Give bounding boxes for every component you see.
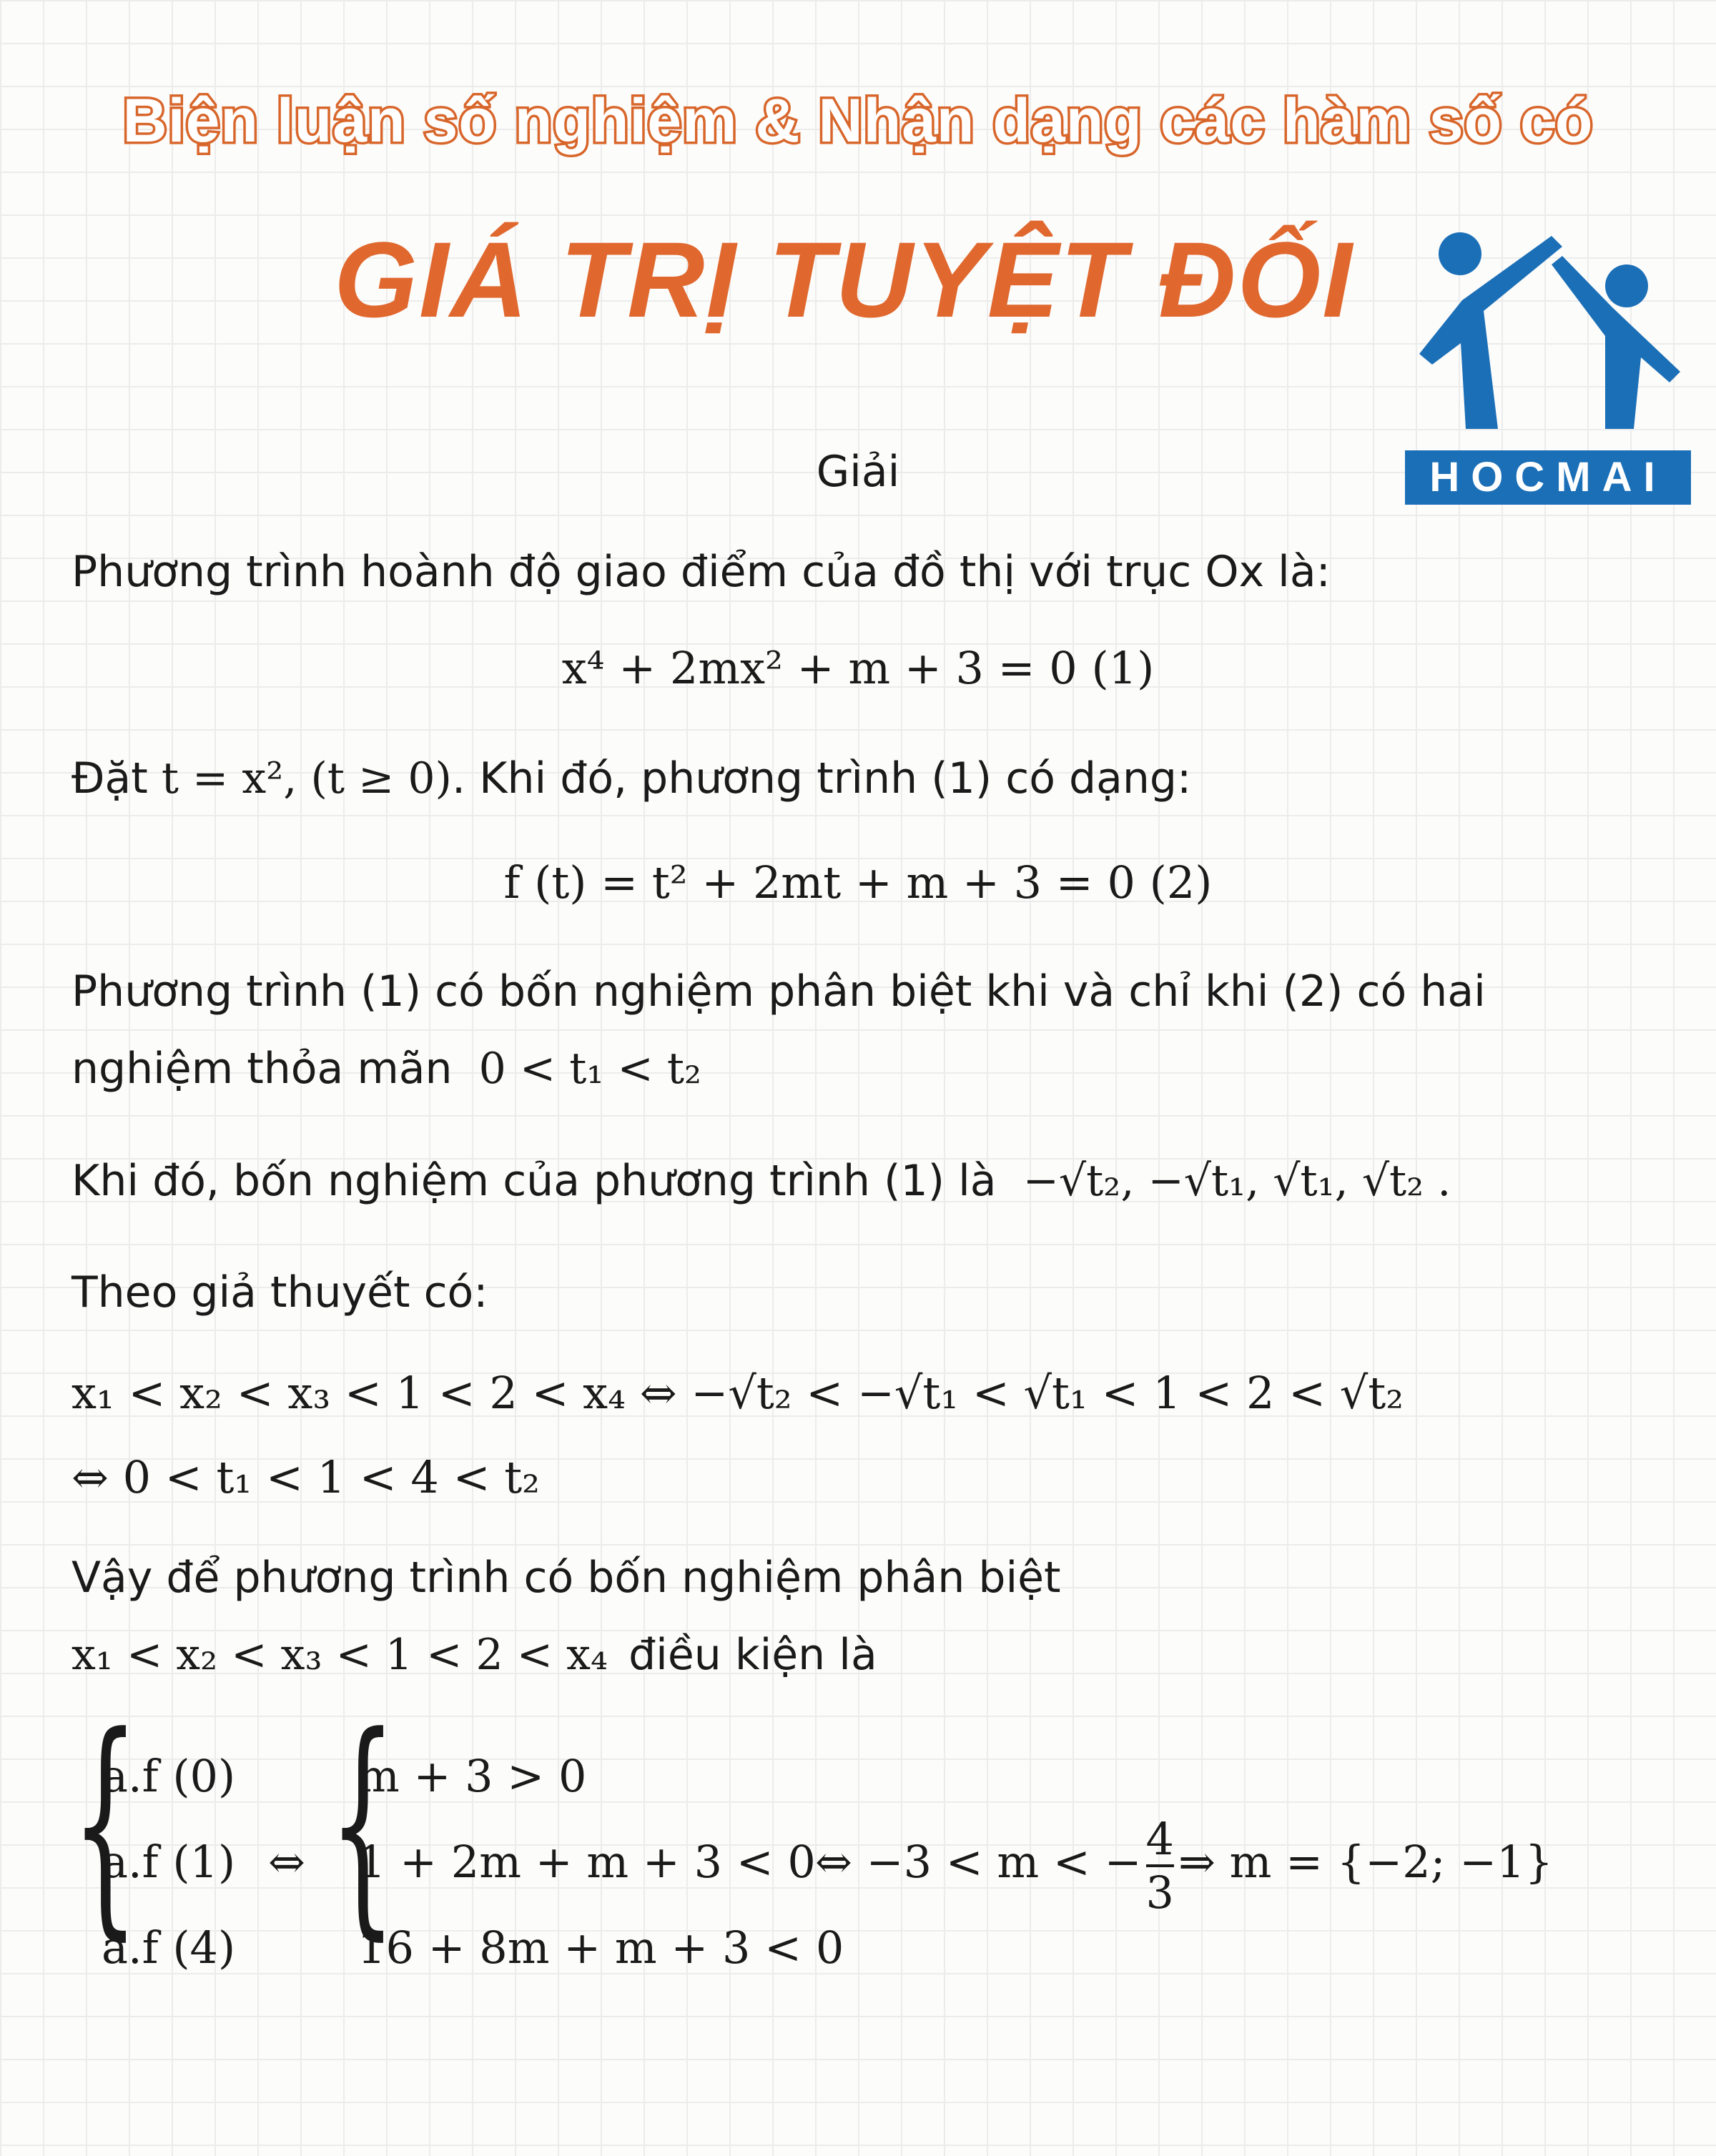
solution-heading: Giải: [816, 447, 900, 497]
equation-1: x⁴ + 2mx² + m + 3 = 0 (1): [561, 642, 1155, 694]
people-icon: [1398, 229, 1691, 450]
system-left-row: a.f (0): [102, 1750, 236, 1802]
four-roots-math: −√t₂, −√t₁, √t₁, √t₂ .: [1022, 1156, 1451, 1206]
roots-condition-label: nghiệm thỏa mãn: [72, 1044, 453, 1094]
equation-2: f (t) = t² + 2mt + m + 3 = 0 (2): [503, 856, 1213, 909]
system-right-row: 16 + 8m + m + 3 < 0: [358, 1922, 844, 1974]
inequality-chain-1: x₁ < x₂ < x₃ < 1 < 2 < x₄ ⇔ −√t₂ < −√t₁ < √t₁ < 1 < 2 < √t₂: [72, 1367, 1404, 1419]
system-right-row: m + 3 > 0: [358, 1750, 587, 1802]
hypothesis-text: Theo giả thuyết có:: [72, 1267, 488, 1317]
iff-symbol: ⇔: [268, 1836, 305, 1888]
right-brace: {: [329, 1686, 397, 1960]
conclusion-condition-label: điều kiện là: [628, 1630, 877, 1680]
substitution-line: [72, 753, 1191, 803]
system-left: [102, 1734, 235, 1991]
intersection-text: Phương trình hoành độ giao điểm của đồ thị với trục Ox là:: [72, 547, 1331, 597]
substitution-rest: . Khi đó, phương trình (1) có dạng:: [451, 753, 1192, 803]
system-left-row: a.f (4): [102, 1922, 236, 1974]
system-right: [358, 1734, 844, 1991]
title-line-2: GIÁ TRỊ TUYỆT ĐỐI: [334, 219, 1353, 340]
left-brace: {: [72, 1686, 139, 1960]
four-roots-condition: Phương trình (1) có bốn nghiệm phân biệt khi và chỉ khi (2) có hai: [72, 966, 1486, 1017]
fraction-numerator: 4: [1145, 1812, 1174, 1865]
fraction: [1146, 1814, 1174, 1919]
system-right-row: 1 + 2m + m + 3 < 0: [358, 1836, 816, 1888]
roots-condition-line: [72, 1044, 701, 1094]
logo-text: HOCMAI: [1405, 450, 1691, 505]
conclusion-text: Vậy để phương trình có bốn nghiệm phân biệt: [72, 1553, 1061, 1603]
four-roots-line: [72, 1156, 1451, 1206]
substitution-math: t = x², (t ≥ 0): [161, 753, 452, 803]
result-prefix: ⇔ −3 < m < −: [815, 1836, 1142, 1888]
system-left-row: a.f (1): [102, 1836, 236, 1888]
final-result: [815, 1791, 1553, 1934]
inequality-chain-2: ⇔ 0 < t₁ < 1 < 4 < t₂: [72, 1451, 540, 1503]
roots-condition-math: 0 < t₁ < t₂: [478, 1044, 702, 1094]
title-line-1: Biện luận số nghiệm & Nhận dạng các hàm số có: [122, 86, 1594, 155]
fraction-denominator: 3: [1146, 1864, 1174, 1918]
conclusion-condition-line: [72, 1630, 877, 1680]
substitution-label: Đặt: [72, 753, 148, 803]
result-suffix: ⇒ m = {−2; −1}: [1178, 1836, 1554, 1888]
four-roots-label: Khi đó, bốn nghiệm của phương trình (1) là: [72, 1156, 997, 1206]
conclusion-chain: x₁ < x₂ < x₃ < 1 < 2 < x₄: [72, 1630, 608, 1680]
